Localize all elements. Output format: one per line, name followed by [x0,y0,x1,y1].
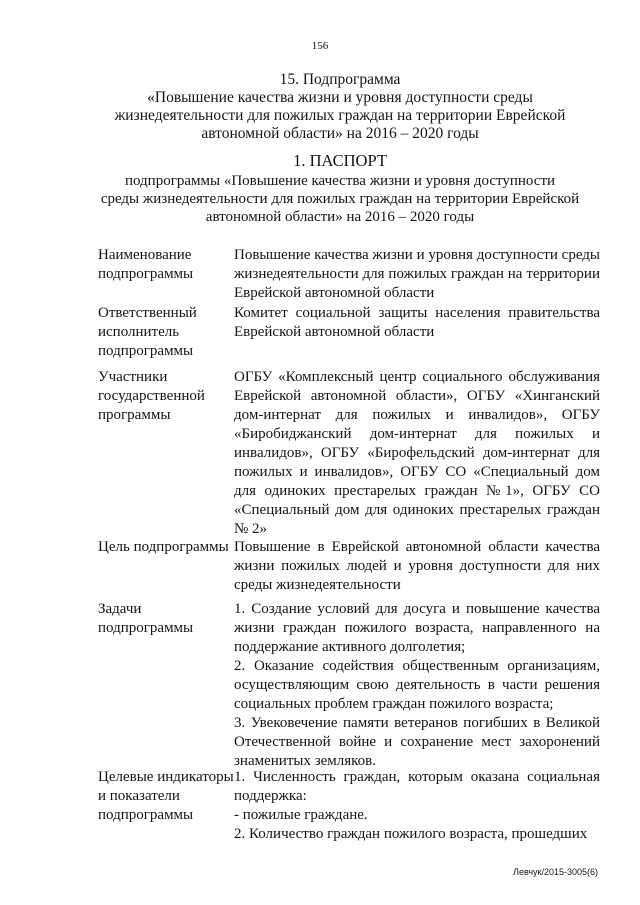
row-value: Повышение качества жизни и уровня доступности среды жизнедеятельности для пожилых граждан на территории Еврейской автономной области [234,247,600,301]
row-value: Комитет социальной защиты населения правительства Еврейской автономной области [234,305,600,340]
indicator-item: - пожилые граждане. [234,807,368,823]
row-value [234,768,600,844]
page-number: 156 [311,40,329,52]
task-item: 3. Увековечение памяти ветеранов погибших в Великой Отечественной войне и сохранение мест захоронений знаменитых земляков. [234,715,600,769]
indicator-item: 1. Численность граждан, которым оказана социальная поддержка: [234,769,600,804]
row-value: ОГБУ «Комплексный центр социального обслуживания Еврейской автономной области», ОГБУ «Хинганский дом-интернат для пожилых и инвалидов», ОГБУ «Биробиджанский дом-интернат для пожилых и инвалидов», ОГБУ «Бирофельдский дом-интернат для пожилых и инвалидов», ОГБУ СО «Специальный дом для одиноких престарелых граждан №1», ОГБУ СО «Специальный дом для одиноких престарелых граждан № 2» [234,369,600,537]
row-label: Задачи подпрограммы [98,601,194,636]
passport-heading: 1. ПАСПОРТ [293,151,387,170]
table-row-executor [98,304,600,368]
document-code: Левчук/2015-3005(6) [513,867,598,877]
row-label: Участники государственной программы [98,369,205,423]
title-line: жизнедеятельности для пожилых граждан на территории Еврейской [114,107,566,124]
table-row-participants [98,368,600,538]
task-item: 2. Оказание содействия общественным организациям, осуществляющим свою деятельность в части решения социальных проблем граждан пожилого возраста; [234,658,600,712]
indicator-item: 2. Количество граждан пожилого возраста, прошедших [234,826,588,842]
table-row-name [98,246,600,304]
passport-line: автономной области» на 2016 – 2020 годы [205,209,475,225]
row-value [234,600,600,768]
table-row-tasks [98,600,600,768]
row-label: Целевые индикаторы и показатели подпрограммы [98,769,234,823]
title-line: «Повышение качества жизни и уровня доступности среды [147,89,533,106]
row-label: Наименование подпрограммы [98,247,194,282]
table-row-indicators [98,768,600,844]
passport-line: среды жизнедеятельности для пожилых граждан на территории Еврейской [100,191,580,207]
passport-line: подпрограммы «Повышение качества жизни и уровня доступности [124,173,556,189]
passport-table [98,246,600,844]
task-item: 1. Создание условий для досуга и повышение качества жизни граждан пожилого возраста, направленного на поддержание активного долголетия; [234,601,600,655]
table-row-goal [98,538,600,600]
passport-header [80,150,600,226]
row-label: Ответственный исполнитель подпрограммы [98,305,197,359]
row-label: Цель подпрограммы [98,539,229,555]
title-line: 15. Подпрограмма [279,71,401,88]
title-line: автономной области» на 2016 – 2020 годы [201,125,479,142]
subprogram-title [80,71,600,143]
row-value: Повышение в Еврейской автономной области качества жизни пожилых людей и уровня доступности для них среды жизнедеятельности [234,539,600,593]
